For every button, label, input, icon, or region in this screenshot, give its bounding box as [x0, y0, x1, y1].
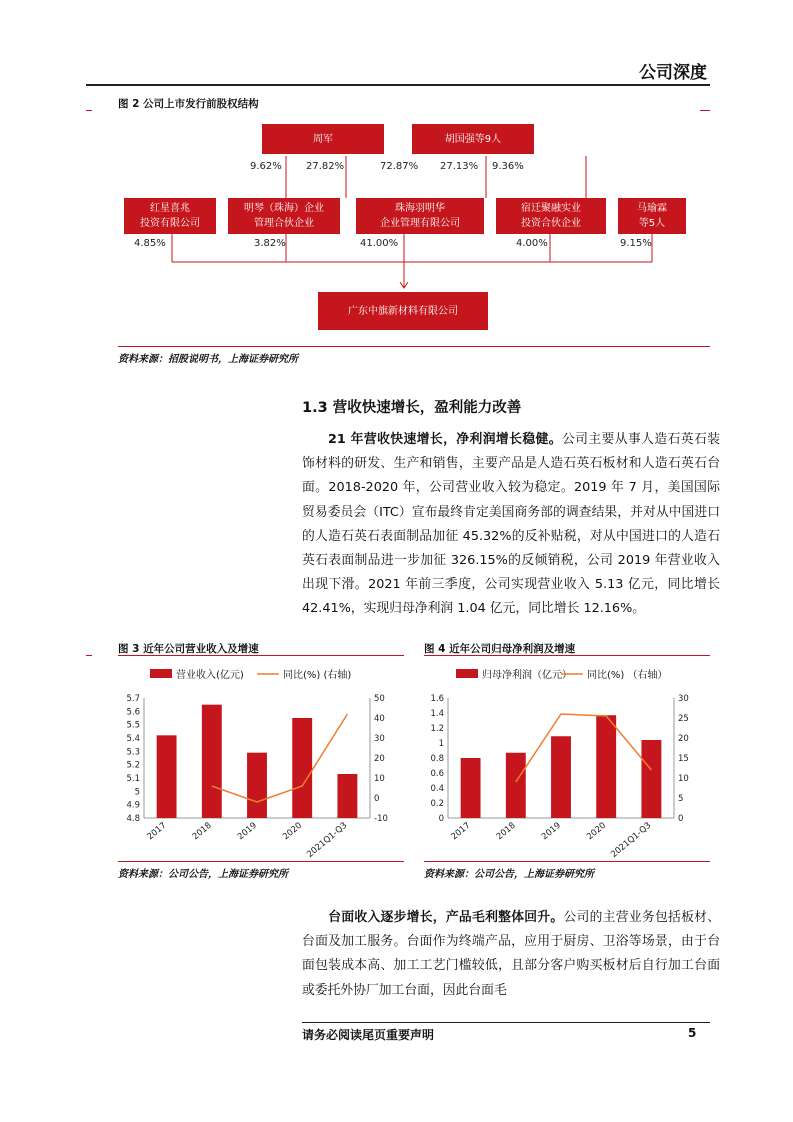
y-tick-left: 0.8 — [430, 754, 444, 764]
pct-hu-to-yuminghua-a: 72.87% — [380, 161, 419, 172]
fig4-top-rule — [424, 655, 710, 656]
y-tick-left: 0 — [438, 814, 444, 824]
x-tick-label: 2018 — [190, 820, 214, 843]
paragraph-lead: 台面收入逐步增长，产品毛利整体回升。 — [328, 910, 564, 925]
revenue-chart — [118, 660, 410, 860]
pct-ma-yulin: 9.15% — [620, 238, 652, 249]
y-tick-left: 1.2 — [430, 724, 444, 734]
figure3-source: 资料来源：公司公告，上海证券研究所 — [118, 869, 288, 880]
paragraph-body: 公司主要从事人造石英石装饰材料的研发、生产和销售，主要产品是人造石英石板材和人造石英石台面。2018-2020 年，公司营业收入较为稳定。2019 年 7 月，美国国际贸易委员会（ITC）宣布最终肯定美国商务部的调查结果，并对从中国进口的人造石英石表面制品加征 45.32%的反补贴税，对从中国进口的人造石英石表面制品进一步加征 326.15%的反倾销税，公司 2019 年营业收入出现下滑。2021 年前三季度，公司实现营业收入 5.13 亿元，同比增长 42.41%，实现归母净利润 1.04 亿元，同比增长 12.16%。 — [302, 432, 721, 617]
node-hu-guoqiang — [412, 124, 534, 154]
bar — [461, 758, 481, 818]
node-ma-yulin — [618, 198, 686, 234]
y-tick-left: 5 — [134, 787, 140, 798]
y-tick-right: 15 — [678, 754, 689, 764]
figure3-caption: 图 3 近年公司营业收入及增速 — [118, 643, 259, 655]
pct-mingqin: 3.82% — [254, 238, 286, 249]
y-tick-left: 0.6 — [430, 769, 444, 779]
x-tick-label: 2021Q1-Q3 — [609, 820, 654, 860]
header-rule — [86, 84, 710, 86]
x-tick-label: 2017 — [449, 820, 473, 843]
bar — [157, 735, 177, 818]
legend-line-label: 同比(%) （右轴） — [587, 670, 668, 681]
bar — [506, 753, 526, 818]
legend-line-label: 同比(%) (右轴) — [283, 670, 352, 681]
x-tick-label: 2020 — [585, 820, 609, 843]
y-tick-left: 0.4 — [430, 784, 444, 794]
fig4-bottom-rule — [424, 861, 710, 862]
x-tick-label: 2021Q1-Q3 — [305, 820, 350, 860]
y-tick-right: 30 — [374, 734, 385, 744]
y-tick-left: 5.3 — [126, 747, 140, 758]
node-label: 周军 — [313, 133, 333, 145]
node-yuminghua — [356, 198, 484, 234]
fig3-top-rule — [118, 655, 404, 656]
figure4-source: 资料来源：公司公告，上海证券研究所 — [424, 869, 594, 880]
node-label: 红星喜兆 投资有限公司 — [140, 203, 200, 229]
y-tick-right: -10 — [374, 814, 388, 824]
growth-line — [516, 714, 652, 782]
page-number: 5 — [688, 1026, 697, 1040]
y-tick-left: 1.4 — [430, 709, 444, 719]
figure4-caption: 图 4 近年公司归母净利润及增速 — [424, 643, 576, 655]
node-surong — [496, 198, 606, 234]
y-tick-right: 10 — [678, 774, 689, 784]
bar — [337, 774, 357, 818]
x-tick-label: 2017 — [145, 820, 169, 843]
net-profit-chart — [424, 660, 714, 860]
bar — [596, 715, 616, 818]
legend-bar-label: 营业收入(亿元) — [176, 670, 244, 681]
node-zhou-jun — [262, 124, 384, 154]
y-tick-right: 10 — [374, 774, 385, 784]
pct-surong: 4.00% — [516, 238, 548, 249]
legend-bar-swatch — [150, 669, 172, 678]
node-hongxing-xizhao — [124, 198, 216, 234]
y-tick-right: 0 — [374, 794, 380, 804]
header-title: 公司深度 — [639, 63, 707, 83]
pct-hu-to-yuminghua-b: 27.13% — [440, 161, 479, 172]
footer-rule — [302, 1022, 710, 1023]
y-tick-left: 5.2 — [126, 760, 140, 771]
node-label: 胡国强等9人 — [444, 133, 502, 145]
caption-tick-right — [700, 110, 710, 111]
growth-line — [212, 714, 348, 802]
paragraph-lead: 21 年营收快速增长，净利润增长稳健。 — [328, 432, 562, 447]
y-tick-left: 5.4 — [126, 734, 140, 744]
x-tick-label: 2019 — [539, 820, 563, 843]
legend-bar-swatch — [456, 669, 478, 678]
y-tick-left: 1.6 — [430, 694, 444, 704]
figure2-bottom-rule — [118, 346, 710, 347]
figure2-caption: 图 2 公司上市发行前股权结构 — [118, 98, 259, 110]
bar — [641, 740, 661, 818]
y-tick-right: 30 — [678, 694, 689, 704]
y-tick-right: 0 — [678, 814, 684, 824]
x-tick-label: 2020 — [281, 820, 305, 843]
node-label: 宿迁聚融实业 投资合伙企业 — [521, 203, 581, 229]
node-label: 明琴（珠海）企业 管理合伙企业 — [244, 203, 324, 229]
pct-hongxing: 4.85% — [134, 238, 166, 249]
y-tick-left: 0.2 — [430, 799, 444, 809]
y-tick-left: 5.5 — [126, 720, 140, 731]
section-title: 1.3 营收快速增长，盈利能力改善 — [302, 400, 522, 416]
legend-bar-label: 归母净利润（亿元） — [482, 670, 572, 681]
paragraph-body: 公司的主营业务包括板材、台面及加工服务。台面作为终端产品，应用于厨房、卫浴等场景，由于台面包装成本高、加工工艺门槛较低，且部分客户购买板材后自行加工台面或委托外协厂加工台面，因此台面毛 — [302, 910, 721, 998]
bar — [202, 705, 222, 818]
x-tick-label: 2019 — [235, 820, 259, 843]
node-mingqin — [228, 198, 340, 234]
y-tick-right: 50 — [374, 694, 385, 704]
y-tick-right: 20 — [678, 734, 689, 744]
y-tick-left: 5.6 — [126, 707, 140, 718]
y-tick-right: 25 — [678, 714, 689, 724]
y-tick-left: 5.1 — [126, 774, 140, 784]
pct-zhou-to-yuminghua: 27.82% — [306, 161, 345, 172]
bar — [292, 718, 312, 818]
fig3-bottom-rule — [118, 861, 404, 862]
node-label: 珠海羽明华 企业管理有限公司 — [380, 203, 460, 229]
y-tick-left: 1 — [438, 739, 444, 749]
bar — [247, 753, 267, 818]
pct-yuminghua: 41.00% — [360, 238, 399, 249]
y-tick-right: 5 — [678, 794, 684, 804]
y-tick-left: 4.8 — [126, 814, 140, 824]
caption-tick-left — [86, 110, 92, 111]
y-tick-right: 40 — [374, 714, 385, 724]
figure2-source: 资料来源：招股说明书，上海证券研究所 — [118, 354, 298, 365]
bar — [551, 736, 571, 818]
y-tick-right: 20 — [374, 754, 385, 764]
y-tick-left: 5.7 — [126, 694, 140, 704]
node-label: 马瑜霖 等5人 — [637, 203, 667, 229]
paragraph-revenue — [302, 428, 720, 622]
footer-disclaimer: 请务必阅读尾页重要声明 — [302, 1028, 435, 1042]
paragraph-countertop — [302, 906, 720, 1003]
fig3-tick — [86, 655, 92, 656]
node-label: 广东中旗新材料有限公司 — [348, 305, 458, 317]
x-tick-label: 2018 — [494, 820, 518, 843]
node-zhongqi — [318, 292, 488, 330]
y-tick-left: 4.9 — [126, 800, 140, 811]
pct-zhou-to-mingqin: 9.62% — [250, 161, 282, 172]
pct-hu-to-surong: 9.36% — [492, 161, 524, 172]
